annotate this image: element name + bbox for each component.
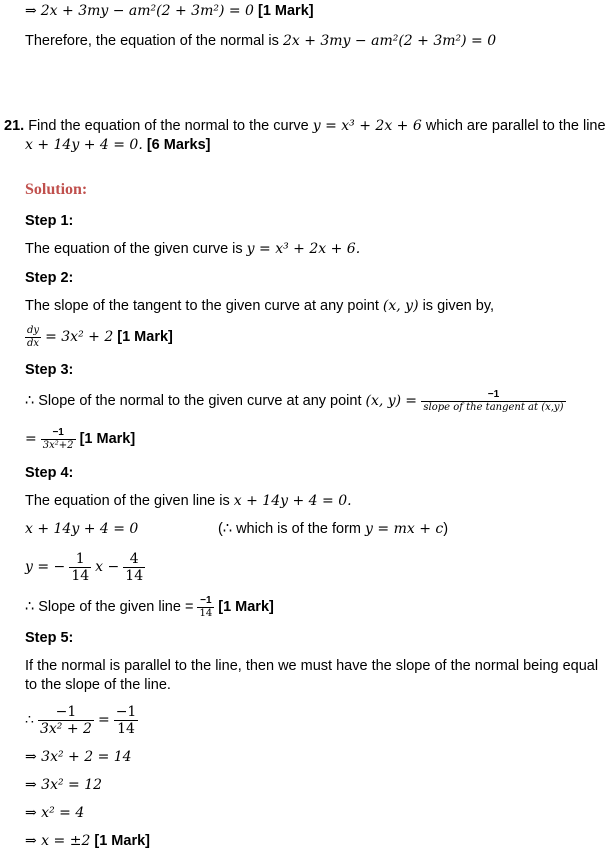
y-lhs: y = − — [25, 559, 66, 575]
question-line-1 — [4, 117, 606, 135]
fraction-2-denominator: 14 — [125, 567, 144, 584]
normal-slope-numerator: −1 — [421, 389, 565, 402]
normal-result-expr: 2x + 3my − am²(2 + 3m²) = 0 — [40, 3, 254, 19]
y-fraction-2 — [123, 551, 145, 584]
fraction-1-numerator: 1 — [69, 551, 91, 568]
mark-label: [1 Mark] — [117, 329, 173, 345]
step-1-heading: Step 1: — [25, 213, 74, 229]
step-5-heading: Step 5: — [25, 630, 74, 646]
step-3-text — [25, 385, 566, 417]
step-5-para-a: If the normal is parallel to the line, then we must have the slope of the normal being equal — [25, 658, 599, 674]
step-2-point: (x, y) — [382, 298, 419, 314]
step-2-sentence-b: is given by, — [422, 298, 495, 314]
rhs-denominator: 14 — [117, 720, 135, 737]
question-curve: y = x³ + 2x + 6 — [312, 118, 422, 134]
step-2-heading: Step 2: — [25, 270, 74, 286]
result-denominator: 3x²+2 — [42, 439, 74, 451]
question-number: 21. — [4, 118, 25, 134]
y-middle: x − — [95, 559, 120, 575]
derivative-numerator: dy — [27, 325, 40, 337]
step-4-heading: Step 4: — [25, 465, 74, 481]
result-line-3: ⇒ x² = 4 — [25, 805, 85, 821]
final-answer: ⇒ x = ±2 — [25, 833, 91, 849]
question-line-2 — [25, 136, 210, 154]
question-marks: [6 Marks] — [146, 137, 211, 153]
implies-arrow: ⇒ — [25, 3, 37, 19]
question-text-a: Find the equation of the normal to the curve — [28, 118, 313, 134]
fraction-1-denominator: 14 — [71, 567, 90, 584]
step-2-text — [25, 297, 494, 315]
step-3-point: (x, y) — [365, 393, 402, 409]
note-text: (∴ which is of the form — [218, 521, 366, 537]
step-2-sentence-a: The slope of the tangent to the given curve at any point — [25, 298, 383, 314]
result-line-1: ⇒ 3x² + 2 = 14 — [25, 749, 132, 765]
result-numerator: −1 — [41, 427, 76, 440]
step-3-heading: Step 3: — [25, 362, 74, 378]
mark-label: [1 Mark] — [218, 599, 274, 615]
derivative-denominator: dx — [27, 337, 40, 349]
conclusion-expr: 2x + 3my − am²(2 + 3m²) = 0 — [282, 33, 497, 49]
step-1-sentence: The equation of the given curve is — [25, 241, 247, 257]
mark-label: [1 Mark] — [257, 3, 314, 19]
rhs-numerator: −1 — [115, 703, 137, 720]
lhs-numerator: −1 — [38, 704, 94, 721]
lhs-denominator: 3x² + 2 — [39, 720, 92, 737]
slope-denominator: 14 — [199, 607, 213, 619]
step-4-line-eq — [25, 520, 138, 538]
equals-sign: = — [405, 393, 422, 409]
rhs-fraction — [114, 704, 139, 737]
slope-numerator: −1 — [197, 595, 214, 608]
step-4-y-form — [25, 547, 145, 587]
derivative-fraction — [25, 325, 41, 349]
step-5-para-b: to the slope of the line. — [25, 677, 171, 693]
step-3-result — [25, 423, 135, 455]
step-4-slope — [25, 593, 274, 621]
step-4-expr: x + 14y + 4 = 0. — [233, 493, 352, 509]
normal-conclusion — [25, 32, 496, 50]
note-expr: y = mx + c — [365, 521, 444, 537]
derivative-rhs: = 3x² + 2 — [45, 329, 114, 345]
equals-sign: = — [25, 431, 37, 447]
therefore-symbol: ∴ — [25, 712, 34, 728]
normal-slope-denominator: slope of the tangent at (x,y) — [423, 401, 564, 413]
solution-heading: Solution: — [25, 181, 88, 198]
slope-text: ∴ Slope of the given line = — [25, 599, 194, 615]
normal-slope-result-fraction — [41, 427, 76, 451]
line-equation: x + 14y + 4 = 0 — [25, 521, 139, 537]
step-1-text — [25, 240, 360, 258]
slope-fraction — [197, 595, 214, 619]
step-3-sentence: ∴ Slope of the normal to the given curve at any point — [25, 393, 366, 409]
mark-label: [1 Mark] — [79, 431, 136, 447]
equals-sign: = — [97, 712, 110, 728]
result-line-4 — [25, 832, 150, 850]
lhs-fraction — [38, 704, 94, 737]
fraction-2-numerator: 4 — [123, 551, 145, 568]
step-2-derivative — [25, 323, 173, 351]
step-4-note — [218, 520, 448, 538]
step-1-expr: y = x³ + 2x + 6. — [246, 241, 361, 257]
step-4-sentence: The equation of the given line is — [25, 493, 234, 509]
y-fraction-1 — [69, 551, 91, 584]
normal-slope-fraction — [421, 389, 565, 413]
conclusion-text: Therefore, the equation of the normal is — [25, 33, 283, 49]
question-text-b: which are parallel to the line — [425, 118, 606, 134]
note-end: ) — [443, 521, 449, 537]
step-5-equation — [25, 700, 138, 740]
mark-label: [1 Mark] — [94, 833, 150, 849]
step-4-text — [25, 492, 352, 510]
question-line-eq: x + 14y + 4 = 0. — [25, 137, 143, 153]
result-line-2: ⇒ 3x² = 12 — [25, 777, 103, 793]
normal-result-line — [25, 2, 314, 20]
